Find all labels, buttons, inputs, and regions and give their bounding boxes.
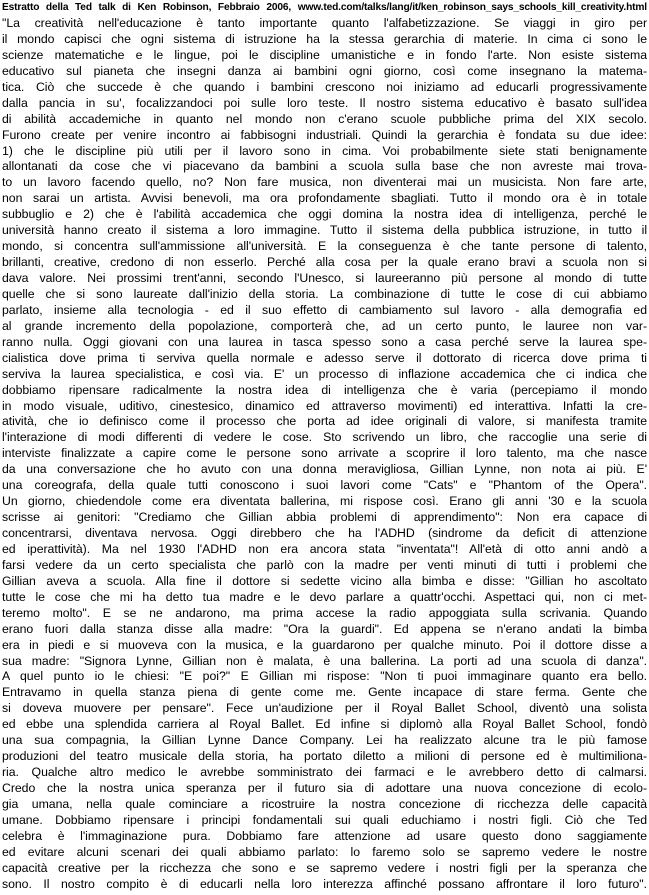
text-line: l'interazione di modi differenti di vedere le cose. Sto scrivendo un libro, che raccoglie una serie di [2, 430, 647, 445]
text-line: Entravamo in quella stanza piena di gente come me. Gente incapace di stare ferma. Gente che [2, 685, 647, 700]
text-line: sono. Il nostro compito è di educarli nella loro interezza affinché possano affrontare il loro futuro". [2, 876, 647, 891]
text-line: concentrarsi, diventava nervosa. Oggi direbbero che ha l'ADHD (sindrome da deficit di attenzione [2, 526, 647, 540]
text-line: A quel punto io le chiesi: "E poi?" E Gillian mi rispose: "Non ti puoi immaginare quanto era bello. [2, 669, 647, 684]
source-citation: Estratto della Ted talk di Ken Robinson, Febbraio 2006, www.ted.com/talks/lang/it/ken_robinson_says_schools_kill_creativity.html [2, 2, 647, 13]
text-line: dobbiamo ripensare radicalmente la nostra idea di intelligenza che è varia (percepiamo il mondo [2, 382, 647, 397]
text-line: farsi vedere da un certo specialista che parlò con la madre per venti minuti di tutti i problemi che [2, 557, 647, 572]
text-line: capacità creative per la ricchezza che sono e se sapremo vedere i nostri figli per la speranza che [2, 860, 647, 875]
text-line: ria. Qualche altro medico le avrebbe somministrato dei farmaci e le avrebbero detto di calmarsi. [2, 765, 647, 780]
text-line: il mondo capisci che ogni sistema di istruzione ha la stessa gerarchia di materie. In cima ci sono le [2, 31, 647, 46]
text-line: dava valore. Nei prossimi trent'anni, secondo l'Unesco, si laureeranno più persone al mondo di tutte [2, 271, 647, 285]
text-line: tutte le cose che mi ha detto tua madre e le devo parlare a quattr'occhi. Aspettaci qui, non ci met- [2, 589, 647, 604]
text-line: serviva la laurea specialistica, e così via. E' un processo di inflazione accademica che ci indica che [2, 366, 647, 381]
text-line: ed ebbe una splendida carriera al Royal Ballet. Ed infine si diplomò alla Royal Ballet School, fondò [2, 717, 647, 732]
text-line: allontanati da cose che vi piacevano da bambini a scuola sulla base che non avreste mai trova- [2, 159, 647, 174]
document-body [2, 16, 647, 893]
text-line: Credo che la nostra unica speranza per il futuro sia di adottare una nuova concezione di ecolo- [2, 781, 647, 795]
text-line: dalla pancia in su', focalizzandoci poi sulle loro teste. Il nostro sistema educativo è basato sull'idea [2, 95, 647, 110]
text-line: ed iperattività). Ma nel 1930 l'ADHD non era ancora stata "inventata"! All'età di otto anni andò a [2, 541, 647, 556]
text-line: celebra è l'immaginazione pura. Dobbiamo fare attenzione ad usare questo dono saggiamente [2, 828, 647, 843]
text-line: da una conversazione che ho avuto con una donna meravigliosa, Gillian Lynne, non nota ai più. E' [2, 462, 647, 477]
text-line: brillanti, creative, credono di non esserlo. Perché alla cosa per la quale erano bravi a scuola non si [2, 255, 647, 270]
text-line: università hanno creato il sistema a loro immagine. Tutto il sistema della pubblica istruzione, in tutto il [2, 223, 647, 238]
text-line: una sua compagnia, la Gillian Lynne Dance Company. Lei ha realizzato alcune tra le più famose [2, 733, 647, 748]
text-line: cialistica dove prima ti serviva quella normale e adesso serve il dottorato di ricerca dove prima ti [2, 350, 647, 365]
text-line: era in piedi e si muoveva con la musica, e la guardarono per qualche minuto. Poi il dottore disse a [2, 637, 647, 652]
text-line: parlato, insieme alla tecnologia - ed il suo effetto di cambiamento sul lavoro - alla demografia ed [2, 302, 647, 317]
text-line: non sarai un artista. Avvisi benevoli, ma ora profondamente sbagliati. Tutto il mondo ora è in totale [2, 191, 647, 206]
text-line: Gillian aveva a scuola. Alla fine il dottore si sedette vicino alla bimba e disse: "Gillian ho ascoltato [2, 573, 647, 588]
text-line: in modo visuale, uditivo, cinestesico, dinamico ed attraverso movimenti) ed interattiva. Infatti la cre- [2, 398, 647, 413]
text-line: mondo, si concentra sull'ammissione all'università. E la conseguenza è che tante persone di talento, [2, 239, 647, 254]
text-line: scienze matematiche e le lingue, poi le discipline umanistiche e in fondo l'arte. Non esiste sistema [2, 47, 647, 62]
text-line: interviste finalizzate a capire come le persone sono arrivate a scoprire il loro talento, ma che nasce [2, 446, 647, 461]
text-line: al grande incremento della popolazione, comporterà che, ad un certo punto, le lauree non var- [2, 318, 647, 333]
text-line: si doveva muovere per pensare". Fece un'audizione per il Royal Ballet School, diventò una solista [2, 701, 647, 716]
text-line: subbuglio e 2) che è l'abilità accademica che oggi domina la nostra idea di intelligenza, perché le [2, 207, 647, 222]
text-line: "La creatività nell'educazione è tanto importante quanto l'alfabetizzazione. Se viaggi in giro per [2, 16, 647, 30]
text-line: tica. Ciò che succede è che quando i bambini crescono noi iniziamo ad educarli progressivamente [2, 79, 647, 94]
text-line: scrisse ai genitori: "Crediamo che Gillian abbia problemi di apprendimento": Non era capace di [2, 510, 647, 525]
text-line: Furono create per venire incontro ai fabbisogni industriali. Quindi la gerarchia è fondata su due idee: [2, 127, 647, 142]
text-line: ed evitare alcuni scenari dei quali abbiamo parlato: lo faremo solo se sapremo vedere le nostre [2, 844, 647, 859]
text-line: atività, che io definisco come il processo che porta ad idee originali di valore, si manifesta tramite [2, 414, 647, 429]
text-line: 1) che le discipline più utili per il lavoro sono in cima. Voi probabilmente siete stati benignamente [2, 143, 647, 158]
text-line: produzioni del teatro musicale della storia, ha portato diletto a milioni di persone ed è multimiliona- [2, 749, 647, 764]
text-line: to un lavoro facendo quello, no? Non fare musica, non diventerai mai un musicista. Non fare arte, [2, 175, 647, 190]
text-line: teremo molto". E se ne andarono, ma prima accese la radio appoggiata sulla scrivania. Quando [2, 605, 647, 620]
text-line: ranno nulla. Oggi giovani con una laurea in tasca spesso sono a casa perché serve la laurea spe- [2, 334, 647, 349]
text-line: umane. Dobbiamo ripensare i principi fondamentali sui quali educhiamo i nostri figli. Ciò che Ted [2, 812, 647, 827]
text-line: una coreografa, della quale tutti conoscono i suoi lavori come "Cats" e "Phantom of the Opera". [2, 478, 647, 493]
text-line: educativo sul pianeta che insegni danza ai bambini ogni giorno, così come insegnano la matema- [2, 63, 647, 78]
text-line: Un giorno, chiedendole come era diventata ballerina, mi rispose così. Erano gli anni '30 e la scuola [2, 494, 647, 509]
text-line: quelle che si sono laureate dall'inizio della storia. La combinazione di tutte le cose di cui abbiamo [2, 286, 647, 301]
text-line: di abilità accademiche in quanto nel mondo non c'erano scuole pubbliche prima del XIX secolo. [2, 111, 647, 126]
text-line: erano fuori dalla stanza disse alla madre: "Ora la guardi". Ed appena se n'erano andati la bimba [2, 621, 647, 636]
text-line: gia umana, nella quale cominciare a ricostruire la nostra concezione di ricchezza delle capacità [2, 796, 647, 811]
text-line: sua madre: "Signora Lynne, Gillian non è malata, è una ballerina. La porti ad una scuola di danza". [2, 653, 647, 668]
